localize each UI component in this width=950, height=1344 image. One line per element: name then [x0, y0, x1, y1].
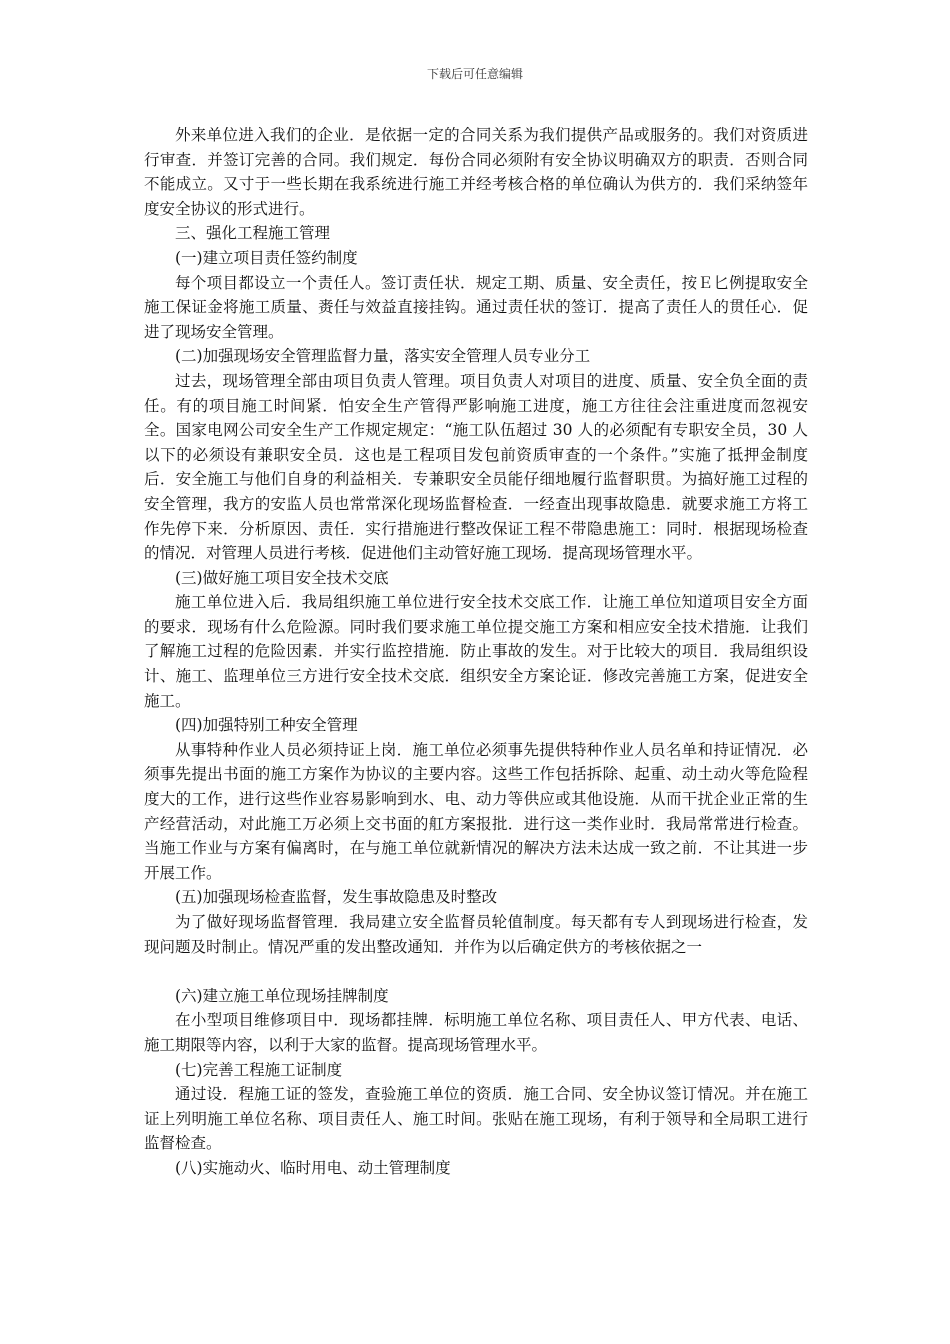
paragraph-site-supervision: 过去，现场管理全部由项目负责人管理。项目负责人对项目的进度、质量、安全负全面的责任。有的项目施工时间紧．怕安全生产管得严影响施工进度，施工方往往会注重进度而忽视安全。国家电网公司安全生产工作规定规定：“施工队伍超过 30 人的必须配有专职安全员，30 人以下的必须设有兼职安全员．这也是工程项目发包前资质审查的一个条件。”实施了抵押金制度后．安全施工与他们自身的利益相关．专兼职安全员能仔细地履行监督职贯。为搞好施工过程的安全管理，我方的安监人员也常常深化现场监督检查．一经查出现事故隐患．就要求施工方将工作先停下来．分析原因、责任．实行措施进行整改保证工程不带隐患施工：同时．根据现场检查的情况．对管理人员进行考核．促进他们主动管好施工现场．提高现场管理水平。 [144, 371, 808, 563]
paragraph-responsibility-system: 每个项目都设立一个责任人。签订责任状．规定工期、质量、安全责任，按Ｅ匕例提取安全施工保证金将施工质量、赉任与效益直接挂钩。通过责任状的签订．提高了责任人的贯任心．促进了现场安全管理。 [144, 273, 808, 341]
subheading-responsibility-system: (一)建立项目责任签约制度 [175, 248, 358, 267]
paragraph-inspection-rectification: 为了做好现场监督管理．我局建立安全监督员轮值制度。每天都有专人到现场进行检查，发现问题及时制止。情况严重的发出整改通知．并作为以后确定供方的考核依据之一 [144, 913, 808, 956]
page-header [0, 66, 950, 82]
subheading-hot-work-management: (八)实施动火、临时用电、动土管理制度 [175, 1158, 451, 1177]
paragraph-supplier-contracts: 外来单位进入我们的企业．是依据一定的合同关系为我们提供产品或服务的。我们对资质进行审查．并签订完善的合同。我们规定．每份合同必须附有安全协议明确双方的职责．否则合同不能成立。又寸于一些长期在我系统进行施工并经考核合格的单位确认为供方的．我们采纳签年度安全协议的形式进行。 [144, 126, 808, 218]
subheading-technical-briefing: (三)做好施工项目安全技术交底 [175, 568, 389, 587]
paragraph-special-trades: 从事特种作业人员必须持证上岗．施工单位必须事先提供特种作业人员名单和持证情况．必须事先提出书面的施工方案作为协议的主要内容。这些工作包括拆除、起重、动土动火等危险程度大的工作，进行这些作业容易影响到水、电、动力等供应或其他设施．从而干扰企业正常的生产经营活动，对此施工万必须上交书面的舡方案报批．进行这一类作业时．我局常常进行检查。当施工作业与方案有偏离时，在与施工单位就新情况的解决方法未达成一致之前．不让其进一步开展工作。 [144, 740, 808, 882]
section-heading-construction-management: 三、强化工程施工管理 [175, 224, 331, 243]
paragraph-technical-briefing: 施工单位进入后．我局组织施工单位进行安全技术交底工作．让施工单位知道项目安全方面的要求．现场有什么危险源。同时我们要求施工单位提交施工方案和相应安全技术措施．让我们了解施工过程的危险因素．并实行监控措施．防止事故的发生。对于比较大的项目．我局组织设计、施工、监理单位三方进行安全技术交底．组织安全方案论证．修改完善施工方案，促进安全施工。 [144, 593, 808, 710]
subheading-construction-permit: (七)完善工程施工证制度 [175, 1060, 343, 1079]
paragraph-construction-permit: 通过设．程施工证的签发，查验施工单位的资质．施工合同、安全协议签订情况。并在施工证上列明施工单位名称、项目责任人、施工时间。张贴在施工现场，有利于领导和全局职工进行监督检查。 [144, 1085, 808, 1153]
subheading-special-trades: (四)加强特别工种安全管理 [175, 716, 358, 735]
subheading-site-supervision: (二)加强现场安全管理监督力量，落实安全管理人员专业分工 [175, 347, 591, 366]
document-body [144, 123, 808, 1181]
paragraph-spacer [144, 959, 808, 984]
subheading-inspection-rectification: (五)加强现场检查监督，发生事故隐患及时整改 [175, 888, 498, 907]
paragraph-site-signage: 在小型项目维修项目中．现场都挂牌．标明施工单位名称、项目责任人、甲方代表、电话、施工期限等内容，以利于大家的监督。提高现场管理水平。 [144, 1011, 808, 1054]
subheading-site-signage: (六)建立施工单位现场挂牌制度 [175, 986, 389, 1005]
header-text: 下载后可任意编辑 [426, 67, 523, 81]
